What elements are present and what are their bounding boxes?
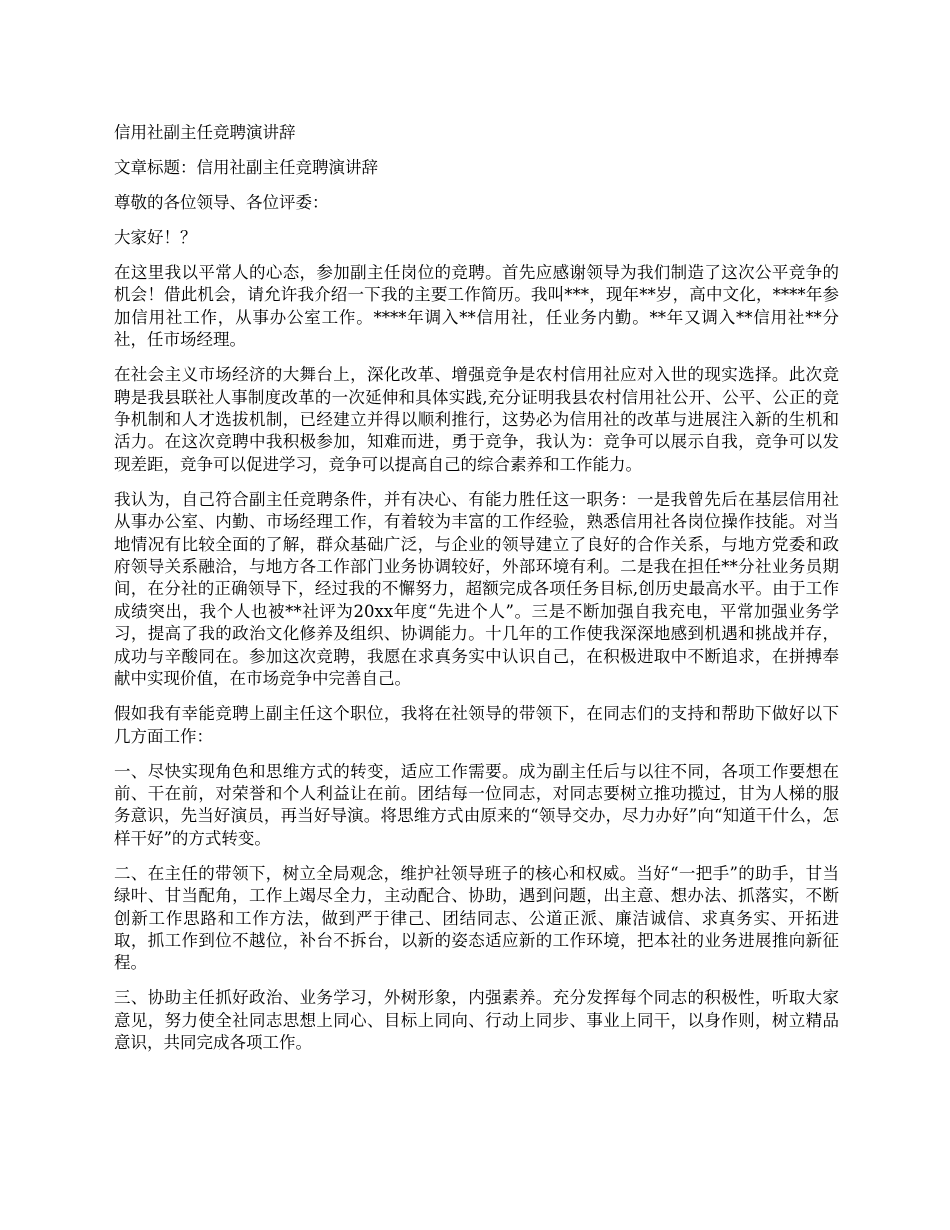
paragraph-plan-two: 二、在主任的带领下，树立全局观念，维护社领导班子的核心和权威。当好“一把手”的助手，甘当绿叶、甘当配角，工作上竭尽全力，主动配合、协助，遇到问题，出主意、想办法、抓落实，不断创新工作思路和工作方法，做到严于律己、团结同志、公道正派、廉洁诚信、求真务实、开拓进取，抓工作到位不越位，补台不拆台，以新的姿态适应新的工作环境，把本社的业务进展推向新征程。 [114,863,839,973]
paragraph-qualifications: 我认为，自己符合副主任竞聘条件，并有决心、有能力胜任这一职务：一是我曾先后在基层信用社从事办公室、内勤、市场经理工作，有着较为丰富的工作经验，熟悉信用社各岗位操作技能。对当地情况有比较全面的了解，群众基础广泛，与企业的领导建立了良好的合作关系，与地方党委和政府领导关系融洽，与地方各工作部门业务协调较好，外部环境有利。二是我在担任**分社业务员期间，在分社的正确领导下，经过我的不懈努力，超额完成各项任务目标,创历史最高水平。由于工作成绩突出，我个人也被**社评为20xx年度“先进个人”。三是不断加强自我充电，平常加强业务学习，提高了我的政治文化修养及组织、协调能力。十几年的工作使我深深地感到机遇和挑战并存，成功与辛酸同在。参加这次竞聘，我愿在求真务实中认识自己，在积极进取中不断追求，在拼搏奉献中实现价值，在市场竞争中完善自己。 [114,489,839,689]
paragraph-plan-one: 一、尽快实现角色和思维方式的转变，适应工作需要。成为副主任后与以往不同，各项工作要想在前、干在前，对荣誉和个人利益让在前。团结每一位同志，对同志要树立推功揽过，甘为人梯的服务意识，先当好演员，再当好导演。将思维方式由原来的“领导交办，尽力办好”向“知道干什么，怎样干好”的方式转变。 [114,761,839,848]
paragraph-plan-three: 三、协助主任抓好政治、业务学习，外树形象，内强素养。充分发挥每个同志的积极性，听取大家意见，努力使全社同志思想上同心、目标上同向、行动上同步、事业上同干，以身作则，树立精品意识，共同完成各项工作。 [114,988,839,1053]
article-title-line: 文章标题：信用社副主任竞聘演讲辞 [114,158,378,177]
paragraph-competition: 在社会主义市场经济的大舞台上，深化改革、增强竞争是农村信用社应对入世的现实选择。此次竞聘是我县联社人事制度改革的一次延伸和具体实践,充分证明我县农村信用社公开、公平、公正的竞争机制和人才选拔机制，已经建立并得以顺利推行，这势必为信用社的改革与进展注入新的生机和活力。在这次竞聘中我积极参加，知难而进，勇于竞争，我认为：竞争可以展示自我，竞争可以发现差距，竞争可以促进学习，竞争可以提高自己的综合素养和工作能力。 [114,365,839,474]
greeting: 大家好！？ [114,228,197,247]
document-title: 信用社副主任竞聘演讲辞 [114,123,296,142]
salutation: 尊敬的各位领导、各位评委： [114,193,329,212]
paragraph-plan-intro: 假如我有幸能竞聘上副主任这个职位，我将在社领导的带领下，在同志们的支持和帮助下做好以下几方面工作： [114,704,839,746]
document-body [114,122,839,1067]
paragraph-introduction: 在这里我以平常人的心态，参加副主任岗位的竞聘。首先应感谢领导为我们制造了这次公平竞争的机会！借此机会，请允许我介绍一下我的主要工作简历。我叫***，现年**岁，高中文化，****年参加信用社工作，从事办公室工作。****年调入**信用社，任业务内勤。**年又调入**信用社**分社，任市场经理。 [114,263,839,350]
